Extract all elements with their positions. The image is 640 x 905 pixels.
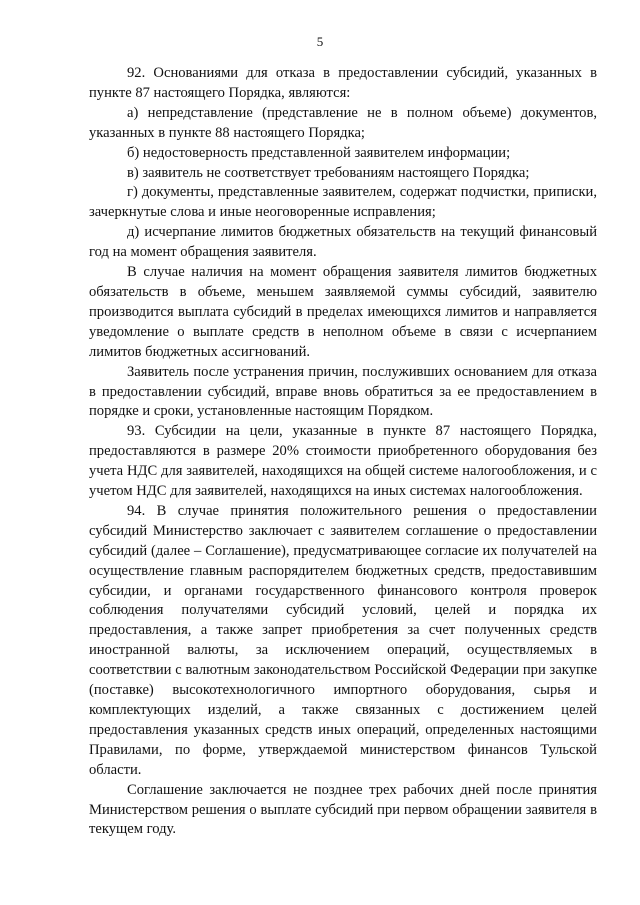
paragraph-93: 93. Субсидии на цели, указанные в пункте 87 настоящего Порядка, предоставляются в размере 20% стоимости приобретенного оборудования без учета НДС для заявителей, находящихся на общей системе налогообложения, и с учетом НДС для заявителей, находящихся на иных системах налогообложения.	[89, 423, 597, 500]
paragraph-reapply: Заявитель после устранения причин, послуживших основанием для отказа в предоставлении субсидий, вправе вновь обратиться за ее предоставлением в порядке и сроки, установленные настоящим Порядком.	[89, 363, 597, 420]
paragraph-92: 92. Основаниями для отказа в предоставлении субсидий, указанных в пункте 87 настоящего Порядка, являются:	[89, 65, 597, 101]
paragraph-agreement: Соглашение заключается не позднее трех рабочих дней после принятия Министерством решения о выплате субсидий при первом обращении заявителя в текущем году.	[89, 781, 597, 838]
document-body	[89, 64, 597, 840]
list-item-g: г) документы, представленные заявителем, содержат подчистки, приписки, зачеркнутые слова и иные неоговоренные исправления;	[89, 184, 597, 221]
list-item-a: а) непредставление (представление не в полном объеме) документов, указанных в пункте 88 настоящего Порядка;	[89, 104, 597, 141]
list-item-v: в) заявитель не соответствует требованиям настоящего Порядка;	[127, 164, 530, 181]
page-number: 5	[316, 34, 324, 49]
paragraph-94: 94. В случае принятия положительного решения о предоставлении субсидий Министерство заключает с заявителем соглашение о предоставлении субсидий (далее – Соглашение), предусматривающее согласие их получателей на осуществление главным распорядителем бюджетных средств, предоставившим субсидии, и органами государственного финансового контроля проверок соблюдения получателями субсидий условий, целей и порядка их предоставления, а также запрет приобретения за счет полученных средств иностранной валюты, за исключением операций, осуществляемых в соответствии с валютным законодательством Российской Федерации при закупке (поставке) высокотехнологичного импортного оборудования, сырья и комплектующих изделий, а также связанных с достижением целей предоставления указанных средств иных операций, определенных настоящими Правилами, по форме, утверждаемой министерством финансов Тульской области.	[89, 502, 597, 778]
list-item-d: д) исчерпание лимитов бюджетных обязательств на текущий финансовый год на момент обращения заявителя.	[89, 224, 597, 261]
list-item-b: б) недостоверность представленной заявителем информации;	[127, 144, 511, 161]
paragraph-limits: В случае наличия на момент обращения заявителя лимитов бюджетных обязательств в объеме, меньшем заявляемой суммы субсидий, заявителю производится выплата субсидий в пределах имеющихся лимитов и направляется уведомление о выплате средств в неполном объеме в связи с исчерпанием лимитов бюджетных ассигнований.	[89, 264, 597, 360]
